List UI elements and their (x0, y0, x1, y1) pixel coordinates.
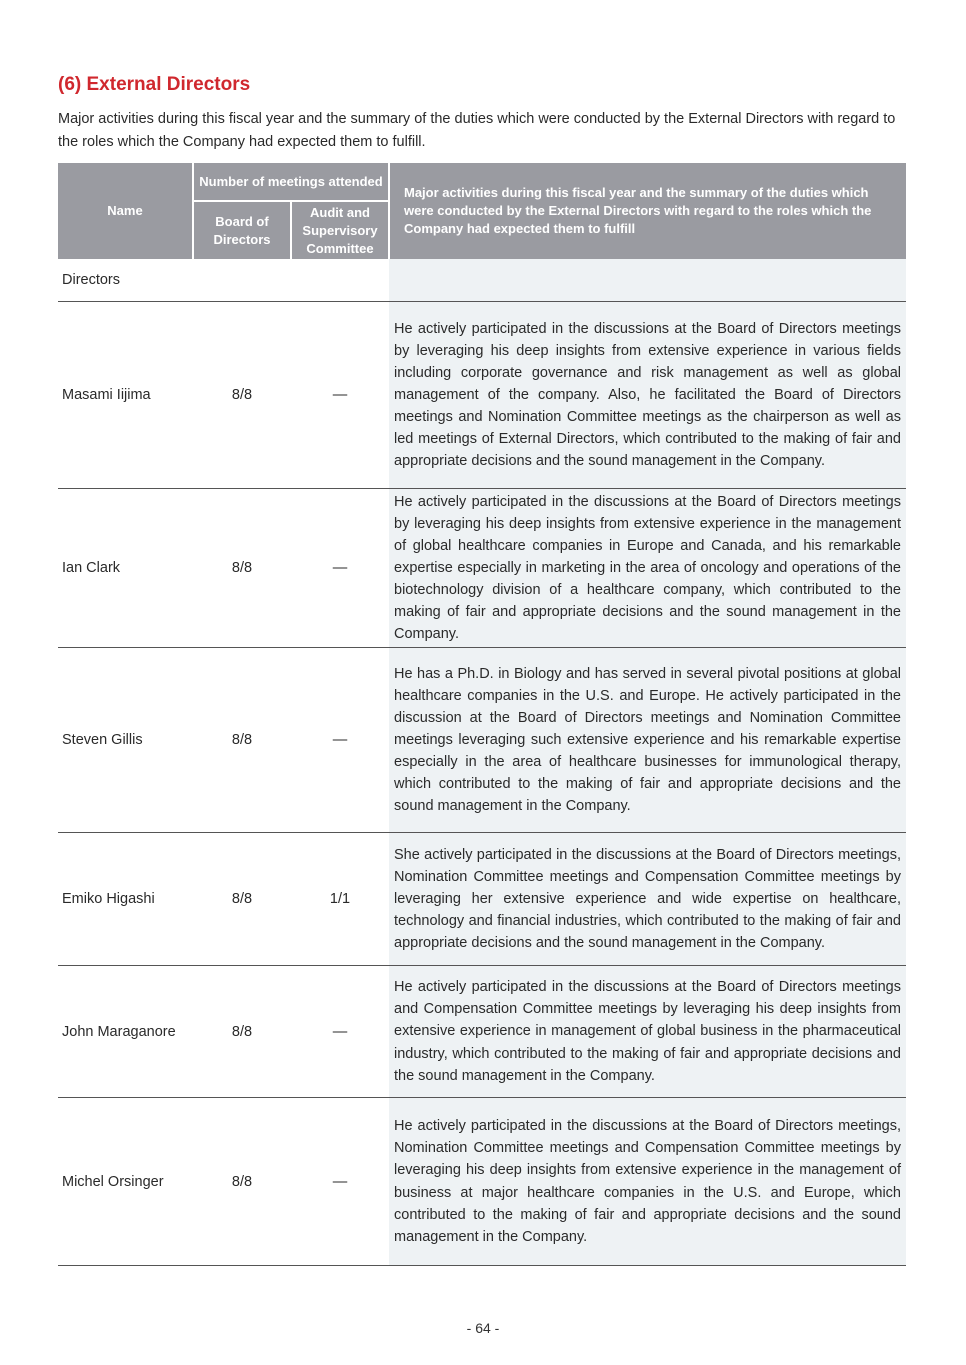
table-row (58, 302, 906, 489)
director-name: Steven Gillis (58, 648, 193, 833)
audit-attendance: — (291, 302, 389, 489)
header-board-of-directors: Board of Directors (193, 201, 291, 259)
page-number: - 64 - (466, 1320, 500, 1336)
board-attendance: 8/8 (193, 302, 291, 489)
table-row (58, 648, 906, 833)
audit-attendance: — (291, 1098, 389, 1266)
group-label: Directors (62, 272, 121, 288)
audit-attendance: 1/1 (291, 833, 389, 966)
director-name: Masami Iijima (58, 302, 193, 489)
section-title: (6) External Directors (58, 74, 251, 95)
board-attendance: 8/8 (193, 1098, 291, 1266)
table-row (58, 489, 906, 648)
board-attendance: 8/8 (193, 966, 291, 1098)
audit-attendance: — (291, 648, 389, 833)
activities-text: He actively participated in the discussions at the Board of Directors meetings by leveraging his deep insights from extensive experience in the management of global healthcare companies in Europe and Canada, and his remarkable expertise especially in marketing in the area of oncology and operations of the biotechnology division of a healthcare company, which contributed to the making of fair and appropriate decisions and the sound management in the Company. (389, 489, 906, 648)
header-audit-committee: Audit and Supervisory Committee (291, 201, 389, 259)
header-meetings-attended: Number of meetings attended (193, 162, 389, 201)
director-name: John Maraganore (58, 966, 193, 1098)
director-name: Ian Clark (58, 489, 193, 648)
audit-attendance: — (291, 489, 389, 648)
audit-attendance: — (291, 966, 389, 1098)
activities-text: She actively participated in the discussions at the Board of Directors meetings, Nomination Committee meetings and Compensation Committee meetings by leveraging her extensive experience and wide expertise on healthcare, technology and financial industries, which contributed to the making of fair and appropriate decisions and the sound management in the Company. (389, 833, 906, 966)
director-name: Emiko Higashi (58, 833, 193, 966)
header-activities: Major activities during this fiscal year and the summary of the duties which were conducted by the External Directors with regard to the roles which the Company had expected them to fulfill (389, 162, 906, 259)
section-intro: Major activities during this fiscal year and the summary of the duties which were conducted by the External Directors with regard to the roles which the Company had expected them to fulfill. (58, 111, 896, 150)
board-attendance: 8/8 (193, 489, 291, 648)
table-row (58, 833, 906, 966)
activities-text: He actively participated in the discussions at the Board of Directors meetings by leveraging his deep insights from extensive experience in various fields including corporate governance and risk management as well as global management of the company. Also, he facilitated the Board of Directors meetings and Nomination Committee meetings as the chairperson as well as led meetings of External Directors, which contributed to the making of fair and appropriate decisions and the sound management in the Company. (389, 302, 906, 489)
header-name: Name (58, 162, 193, 259)
activities-text: He has a Ph.D. in Biology and has served in several pivotal positions at global healthcare companies in the U.S. and Europe. He actively participated in the discussion at the Board of Directors meetings and Nomination Committee meetings leveraging such extensive experience and his remarkable expertise especially in the area of healthcare businesses for immunological therapy, which contributed to the making of fair and appropriate decisions and the sound management in the Company. (389, 648, 906, 833)
external-directors-table (58, 161, 906, 1266)
group-row (58, 259, 906, 302)
table-row (58, 966, 906, 1098)
director-name: Michel Orsinger (58, 1098, 193, 1266)
table-row (58, 1098, 906, 1266)
activities-text: He actively participated in the discussions at the Board of Directors meetings and Compensation Committee meetings by leveraging his deep insights from extensive experience in management of global business in the pharmaceutical industry, which contributed to the making of fair and appropriate decisions and the sound management in the Company. (389, 966, 906, 1098)
board-attendance: 8/8 (193, 648, 291, 833)
activities-text: He actively participated in the discussions at the Board of Directors meetings, Nomination Committee meetings and Compensation Committee meetings by leveraging his deep insights from extensive experience in the management of business at major healthcare companies in the U.S. and Europe, which contributed to the making of fair and appropriate decisions and the sound management in the Company. (389, 1098, 906, 1266)
board-attendance: 8/8 (193, 833, 291, 966)
